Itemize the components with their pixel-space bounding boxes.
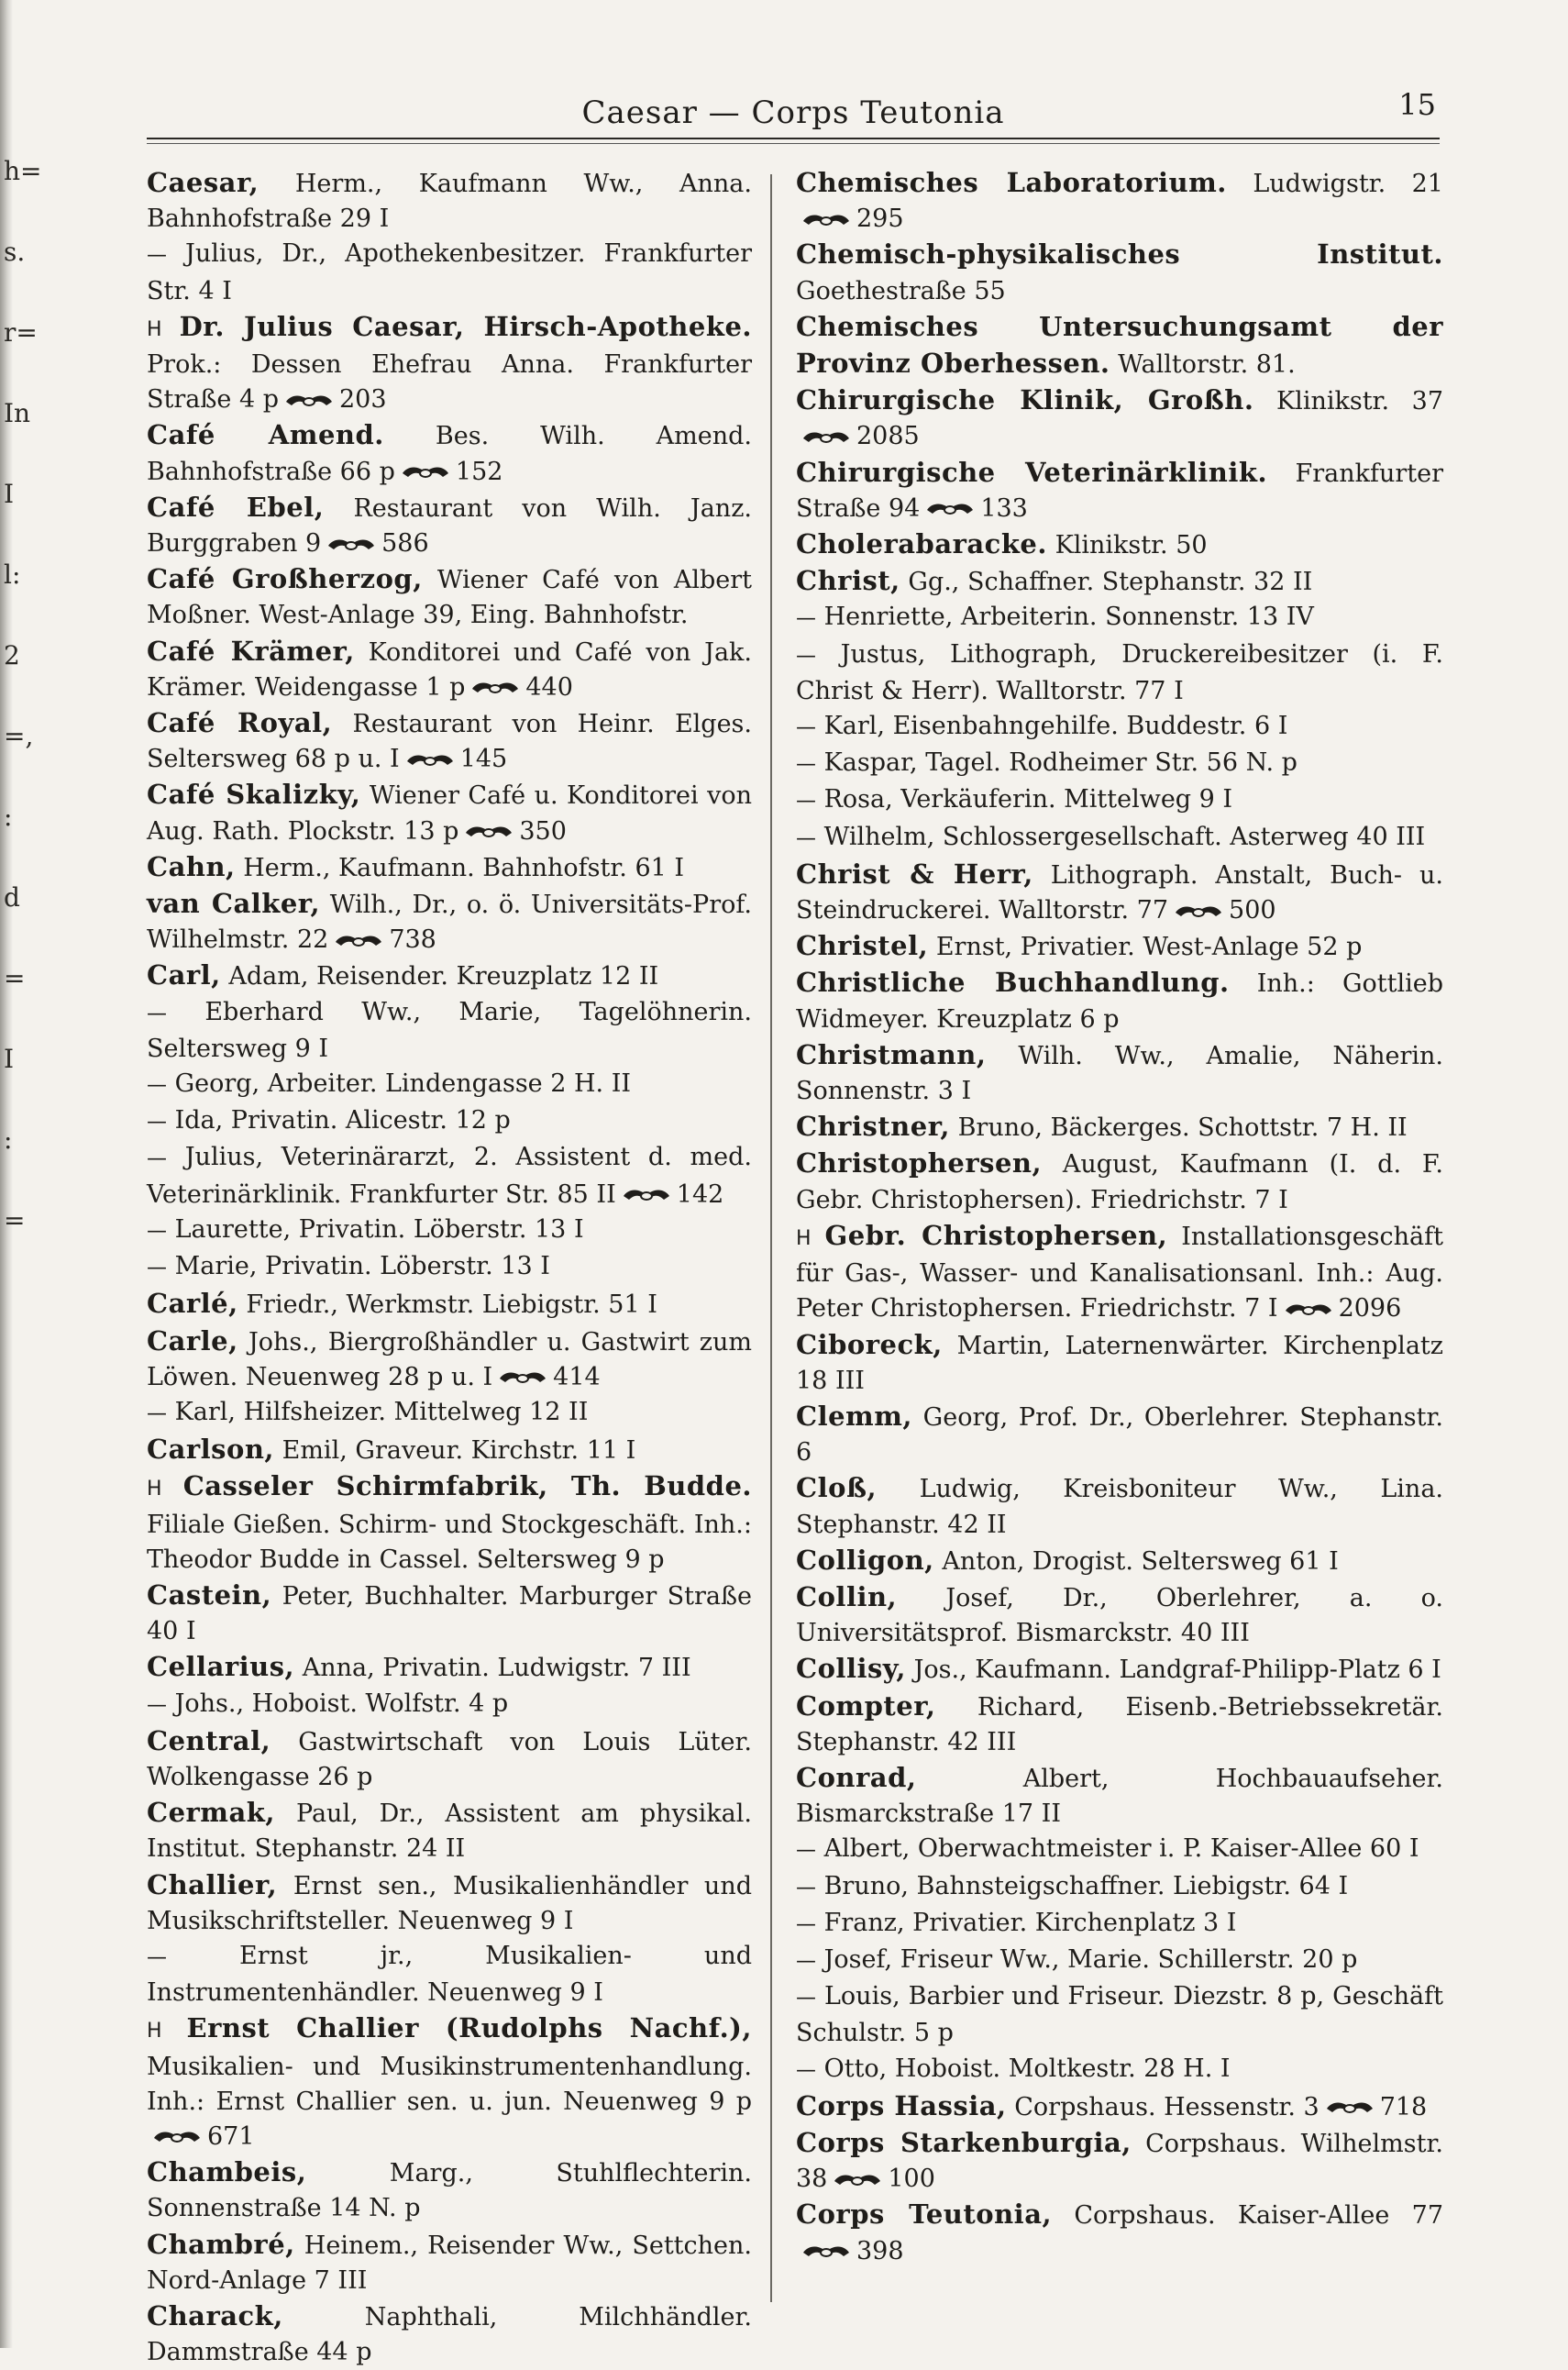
entry-name: Chirurgische Klinik, Großh. — [796, 384, 1254, 416]
entry-text: Wilh., Dr., o. ö. Universitäts-Prof. Wilhelmstr. 22 — [147, 891, 752, 955]
entry-text: Lithograph. Anstalt, Buch- u. Steindruckerei. Walltorstr. 77 — [796, 860, 1443, 925]
entry-text: Otto, Hoboist. Moltkestr. 28 H. I — [823, 2054, 1231, 2083]
entry-text: Ida, Privatin. Alicestr. 12 p — [174, 1106, 511, 1135]
entry-text: Laurette, Privatin. Löberstr. 13 I — [174, 1214, 584, 1244]
entry-name: Central, — [147, 1724, 271, 1756]
entry-prefix: — — [796, 753, 816, 777]
entry-prefix: — — [796, 1987, 816, 2010]
entry-text: Jos., Kaufmann. Landgraf-Philipp-Platz 6 I — [913, 1656, 1441, 1685]
directory-entry — [147, 1795, 752, 1866]
directory-entry — [796, 2052, 1443, 2088]
telephone-receiver-icon — [152, 2127, 202, 2147]
entry-text: Klinikstr. 37 — [1276, 387, 1443, 416]
margin-fragment: h= — [4, 156, 42, 186]
telephone-receiver-icon — [334, 931, 383, 951]
entry-text: Restaurant von Wilh. Janz. Burggraben 9 — [147, 493, 752, 559]
entry-name: Café Amend. — [147, 419, 384, 451]
directory-entry — [147, 1578, 752, 1649]
entry-text: Filiale Gießen. Schirm- und Stockgeschäft. Inh.: Theodor Budde in Cassel. Seltersweg 9 p — [147, 1510, 752, 1574]
directory-entry — [147, 1468, 752, 1578]
telephone-receiver-icon — [801, 427, 851, 448]
entry-text: Restaurant von Heinr. Elges. Seltersweg 68 p u. I — [147, 710, 752, 774]
directory-entry — [147, 417, 752, 489]
entry-prefix: — — [796, 826, 816, 850]
entry-name: Chemisches Untersuchungsamt der Provinz Oberhessen. — [796, 310, 1443, 380]
directory-entry — [796, 237, 1443, 308]
entry-prefix: — — [147, 1257, 167, 1280]
directory-entry — [147, 309, 752, 418]
entry-name: Cloß, — [796, 1472, 878, 1504]
directory-entry — [147, 490, 752, 561]
entry-text: Klinikstr. 50 — [1055, 531, 1208, 560]
telephone-receiver-icon — [801, 2242, 851, 2262]
margin-fragment: = — [4, 963, 26, 993]
directory-entry — [796, 637, 1443, 709]
entry-name: Chemisches Laboratorium. — [796, 167, 1227, 198]
entry-prefix: H — [147, 317, 162, 341]
column-divider — [770, 174, 772, 2302]
directory-entry — [147, 705, 752, 777]
telephone-receiver-icon — [1325, 2098, 1375, 2118]
entry-text: Adam, Reisender. Kreuzplatz 12 II — [228, 962, 659, 991]
entry-name: Corps Teutonia, — [796, 2198, 1053, 2231]
entry-name: Dr. Julius Caesar, Hirsch-Apotheke. — [179, 310, 752, 342]
phone-number: 671 — [207, 2121, 255, 2151]
directory-entry — [796, 1399, 1443, 1470]
entry-name: Ciboreck, — [796, 1328, 943, 1360]
telephone-receiver-icon — [326, 535, 376, 555]
entry-prefix: — — [147, 1147, 167, 1171]
directory-entry — [147, 2227, 752, 2298]
directory-entry — [796, 1869, 1443, 1906]
directory-entry — [796, 928, 1443, 965]
directory-entry — [796, 1470, 1443, 1542]
directory-entry — [147, 1286, 752, 1323]
directory-entry — [147, 2298, 752, 2370]
directory-entry — [796, 709, 1443, 746]
directory-entry — [147, 1213, 752, 1249]
directory-entry — [796, 2197, 1443, 2268]
directory-entry — [147, 849, 752, 886]
entry-name: Carlé, — [147, 1288, 238, 1320]
entry-name: Carle, — [147, 1324, 238, 1357]
directory-entry — [796, 2088, 1443, 2125]
margin-fragment: s. — [4, 237, 26, 267]
entry-name: Carlson, — [147, 1434, 275, 1466]
entry-text: Josef, Friseur Ww., Marie. Schillerstr. 20 p — [823, 1944, 1358, 1974]
margin-fragment: r= — [4, 317, 38, 348]
entry-name: Cellarius, — [147, 1651, 295, 1683]
entry-name: Collisy, — [796, 1653, 906, 1685]
entry-name: Christmann, — [796, 1038, 987, 1070]
margin-fragment: = — [4, 1205, 26, 1235]
directory-entry — [796, 1327, 1443, 1399]
phone-number: 2096 — [1338, 1294, 1402, 1323]
phone-number: 152 — [455, 457, 503, 486]
telephone-receiver-icon — [464, 822, 513, 842]
telephone-receiver-icon — [284, 391, 334, 411]
entry-name: Café Skalizky, — [147, 779, 361, 811]
entry-name: Chirurgische Veterinärklinik. — [796, 456, 1268, 488]
entry-prefix: — — [796, 716, 816, 740]
margin-fragment: l: — [4, 559, 21, 590]
entry-prefix: — — [147, 1219, 167, 1243]
entry-name: Christliche Buchhandlung. — [796, 967, 1230, 999]
directory-entry — [147, 1432, 752, 1468]
directory-entry — [147, 1867, 752, 1939]
directory-entry — [796, 1651, 1443, 1688]
entry-text: Ernst, Privatier. West-Anlage 52 p — [935, 933, 1363, 962]
entry-prefix: — — [796, 1949, 816, 1973]
entry-text: Anna, Privatin. Ludwigstr. 7 III — [302, 1654, 691, 1683]
directory-entry — [796, 1579, 1443, 1651]
phone-number: 100 — [888, 2165, 935, 2194]
entry-text: Wiener Café u. Konditorei von Aug. Rath. Plockstr. 13 p — [147, 781, 752, 846]
entry-text: Karl, Eisenbahngehilfe. Buddestr. 6 I — [823, 712, 1288, 741]
entry-name: Colligon, — [796, 1544, 934, 1576]
margin-fragment: : — [4, 1124, 13, 1155]
entry-text: Gg., Schaffner. Stephanstr. 32 II — [908, 568, 1313, 597]
telephone-receiver-icon — [401, 462, 450, 482]
entry-prefix: — — [796, 607, 816, 631]
entry-text: Eberhard Ww., Marie, Tagelöhnerin. Seltersweg 9 I — [147, 997, 752, 1063]
entry-text: Marie, Privatin. Löberstr. 13 I — [174, 1252, 550, 1281]
directory-entry — [147, 634, 752, 705]
entry-name: Collin, — [796, 1580, 898, 1612]
entry-prefix: — — [147, 1111, 167, 1135]
entry-name: Café Krämer, — [147, 635, 355, 667]
phone-number: 2085 — [856, 422, 920, 451]
directory-entry — [147, 1687, 752, 1723]
entry-text: Corpshaus. Hessenstr. 3 — [1014, 2092, 1320, 2121]
entry-prefix: — — [796, 790, 816, 814]
phone-number: 500 — [1229, 896, 1276, 925]
entry-prefix: H — [147, 2020, 162, 2043]
entry-name: Cermak, — [147, 1797, 275, 1829]
entry-name: Charack, — [147, 2299, 283, 2331]
entry-name: Chambré, — [147, 2228, 295, 2260]
directory-entry — [147, 1103, 752, 1140]
entry-text: Naphthali, Milchhändler. Dammstraße 44 p — [147, 2302, 752, 2367]
entry-text: Emil, Graveur. Kirchstr. 11 I — [282, 1436, 636, 1466]
entry-prefix: — — [796, 2058, 816, 2082]
phone-number: 718 — [1379, 2092, 1428, 2121]
entry-name: Christner, — [796, 1111, 950, 1143]
directory-entry — [147, 1249, 752, 1286]
directory-entry — [147, 165, 752, 237]
telephone-receiver-icon — [801, 210, 851, 230]
entry-name: Café Ebel, — [147, 491, 325, 523]
entry-name: Conrad, — [796, 1761, 917, 1793]
entry-text: Frankfurter Straße 94 — [796, 459, 1443, 523]
entry-text: Louis, Barbier und Friseur. Diezstr. 8 p, Geschäft Schulstr. 5 p — [796, 1982, 1443, 2048]
directory-entry — [796, 1543, 1443, 1579]
entry-text: Georg, Prof. Dr., Oberlehrer. Stephanstr. 6 — [796, 1402, 1443, 1467]
directory-entry — [796, 1906, 1443, 1943]
entry-text: Paul, Dr., Assistent am physikal. Institut. Stephanstr. 24 II — [147, 1800, 752, 1864]
entry-prefix: — — [147, 1693, 167, 1717]
running-head: Caesar — Corps Teutonia — [581, 94, 1005, 131]
binding-shadow — [0, 0, 13, 2348]
directory-entry — [796, 1832, 1443, 1868]
entry-prefix: — — [796, 1912, 816, 1936]
entry-text: Josef, Dr., Oberlehrer, a. o. Universitätsprof. Bismarckstr. 40 III — [796, 1583, 1443, 1648]
phone-number: 738 — [389, 925, 436, 955]
entry-text: Peter, Buchhalter. Marburger Straße 40 I — [147, 1581, 752, 1646]
entry-text: Henriette, Arbeiterin. Sonnenstr. 13 IV — [823, 603, 1314, 632]
entry-name: Christ, — [796, 565, 900, 597]
directory-entry — [147, 1395, 752, 1432]
entry-text: Kaspar, Tagel. Rodheimer Str. 56 N. p — [823, 748, 1297, 778]
phone-number: 586 — [381, 529, 429, 559]
directory-entry — [796, 563, 1443, 600]
entry-text: Herm., Kaufmann Ww., Anna. Bahnhofstraße 29 I — [147, 170, 752, 234]
margin-fragment: I — [4, 479, 15, 509]
left-column — [147, 165, 752, 2370]
phone-number: 133 — [980, 493, 1028, 523]
entry-text: Corpshaus. Wilhelmstr. 38 — [796, 2129, 1443, 2194]
entry-text: Ludwig, Kreisboniteur Ww., Lina. Stephanstr. 42 II — [796, 1475, 1444, 1539]
telephone-receiver-icon — [405, 750, 455, 770]
entry-text: Friedr., Werkmstr. Liebigstr. 51 I — [246, 1290, 657, 1320]
header-rule — [147, 138, 1440, 139]
entry-text: Wilh. Ww., Amalie, Näherin. Sonnenstr. 3 I — [796, 1041, 1443, 1106]
entry-name: van Calker, — [147, 888, 321, 920]
entry-text: August, Kaufmann (I. d. F. Gebr. Christophersen). Friedrichstr. 7 I — [796, 1150, 1443, 1214]
page-number: 15 — [1398, 87, 1436, 122]
entry-text: Marg., Stuhlflechterin. Sonnenstraße 14 N. p — [147, 2159, 752, 2223]
entry-name: Christophersen, — [796, 1147, 1043, 1179]
directory-entry — [147, 1140, 752, 1212]
entry-text: Prok.: Dessen Ehefrau Anna. Frankfurter Straße 4 p — [147, 350, 752, 415]
directory-entry — [147, 1067, 752, 1103]
page-header — [147, 87, 1440, 142]
entry-name: Challier, — [147, 1868, 278, 1900]
phone-number: 145 — [459, 745, 508, 774]
entry-name: Cholerabaracke. — [796, 528, 1047, 560]
entry-text: Ernst jr., Musikalien- und Instrumentenhändler. Neuenweg 9 I — [147, 1941, 752, 2008]
directory-entry — [796, 820, 1443, 857]
phone-number: 295 — [856, 205, 904, 234]
directory-entry — [796, 1037, 1443, 1109]
entry-name: Compter, — [796, 1689, 936, 1722]
telephone-receiver-icon — [622, 1185, 671, 1205]
entry-name: Gebr. Christophersen, — [824, 1219, 1168, 1251]
entry-text: Herm., Kaufmann. Bahnhofstr. 61 I — [243, 853, 685, 882]
directory-entry — [796, 965, 1443, 1036]
entry-name: Corps Starkenburgia, — [796, 2126, 1132, 2158]
entry-text: Bruno, Bahnsteigschaffner. Liebigstr. 64 I — [823, 1871, 1349, 1900]
entry-text: Julius, Veterinärarzt, 2. Assistent d. med. Veterinärklinik. Frankfurter Str. 85 II — [147, 1143, 752, 1209]
entry-text: Inh.: Gottlieb Widmeyer. Kreuzplatz 6 p — [796, 969, 1443, 1034]
entry-name: Clemm, — [796, 1400, 913, 1432]
directory-entry — [147, 958, 752, 994]
directory-entry — [796, 1689, 1443, 1760]
directory-entry — [147, 777, 752, 848]
entry-name: Café Royal, — [147, 707, 333, 739]
telephone-receiver-icon — [498, 1368, 547, 1388]
entry-text: Bes. Wilh. Amend. Bahnhofstraße 66 p — [147, 422, 752, 486]
entry-prefix: — — [147, 244, 167, 268]
margin-fragment: In — [4, 398, 31, 428]
phone-number: 414 — [553, 1362, 601, 1391]
entry-prefix: — — [796, 1839, 816, 1863]
directory-entry — [796, 526, 1443, 563]
directory-entry — [147, 237, 752, 308]
directory-entry — [796, 1218, 1443, 1327]
entry-text: Georg, Arbeiter. Lindengasse 2 H. II — [174, 1069, 632, 1099]
entry-name: Cahn, — [147, 850, 236, 882]
entry-text: Justus, Lithograph, Druckereibesitzer (i. F. Christ & Herr). Walltorstr. 77 I — [796, 639, 1443, 705]
entry-text: Rosa, Verkäuferin. Mittelweg 9 I — [823, 785, 1233, 814]
entry-name: Chemisch-physikalisches Institut. — [796, 238, 1443, 271]
telephone-receiver-icon — [925, 499, 975, 519]
directory-entry — [796, 746, 1443, 782]
directory-entry — [147, 2010, 752, 2154]
directory-entry — [796, 1146, 1443, 1217]
entry-text: Albert, Oberwachtmeister i. P. Kaiser-Allee 60 I — [823, 1834, 1419, 1864]
directory-entry — [796, 2125, 1443, 2197]
entry-prefix: — — [147, 1945, 167, 1969]
directory-entry — [147, 2154, 752, 2226]
entry-text: Johs., Hoboist. Wolfstr. 4 p — [174, 1689, 509, 1718]
directory-entry — [147, 1939, 752, 2010]
directory-entry — [147, 1649, 752, 1686]
directory-entry — [147, 561, 752, 633]
entry-name: Castein, — [147, 1578, 272, 1611]
entry-prefix: H — [147, 1478, 162, 1501]
directory-entry — [147, 995, 752, 1067]
phone-number: 350 — [519, 816, 567, 846]
directory-entry — [147, 886, 752, 958]
entry-text: Martin, Laternenwärter. Kirchenplatz 18 III — [796, 1331, 1443, 1395]
margin-fragment: d — [4, 882, 20, 913]
entry-text: Ludwigstr. 21 — [1253, 170, 1443, 198]
directory-entry — [796, 782, 1443, 819]
telephone-receiver-icon — [833, 2170, 882, 2190]
entry-text: Wiener Café von Albert Moßner. West-Anlage 39, Eing. Bahnhofstr. — [147, 566, 752, 630]
entry-text: Karl, Hilfsheizer. Mittelweg 12 II — [174, 1397, 589, 1426]
entry-text: Musikalien- und Musikinstrumentenhandlung. Inh.: Ernst Challier sen. u. jun. Neuenweg 9 p — [147, 2052, 752, 2116]
entry-text: Richard, Eisenb.-Betriebssekretär. Stephanstr. 42 III — [796, 1692, 1443, 1756]
entry-text: Goethestraße 55 — [796, 276, 1006, 305]
entry-text: Julius, Dr., Apothekenbesitzer. Frankfurter Str. 4 I — [147, 239, 752, 305]
phone-number: 440 — [525, 672, 573, 702]
directory-entry — [796, 857, 1443, 928]
directory-entry — [796, 309, 1443, 382]
entry-text: Corpshaus. Kaiser-Allee 77 — [1074, 2201, 1443, 2231]
header-rule-thin — [147, 143, 1440, 144]
phone-number: 398 — [856, 2236, 904, 2265]
entry-text: Franz, Privatier. Kirchenplatz 3 I — [823, 1908, 1237, 1937]
entry-name: Christ & Herr, — [796, 858, 1033, 890]
entry-name: Casseler Schirmfabrik, Th. Budde. — [182, 1470, 752, 1502]
directory-entry — [796, 382, 1443, 454]
directory-entry — [796, 600, 1443, 637]
margin-fragment: : — [4, 802, 13, 832]
directory-entry — [796, 1109, 1443, 1146]
entry-prefix: — — [147, 1074, 167, 1098]
entry-name: Corps Hassia, — [796, 2089, 1007, 2121]
directory-entry — [147, 1323, 752, 1395]
entry-text: Anton, Drogist. Seltersweg 61 I — [942, 1546, 1339, 1576]
entry-text: Ernst sen., Musikalienhändler und Musikschriftsteller. Neuenweg 9 I — [147, 1871, 752, 1935]
directory-entry — [796, 1979, 1443, 2051]
entry-name: Café Großherzog, — [147, 563, 423, 595]
entry-name: Chambeis, — [147, 2156, 307, 2188]
entry-prefix: — — [147, 1002, 167, 1025]
entry-text: Bruno, Bäckerges. Schottstr. 7 H. II — [957, 1113, 1408, 1143]
directory-entry — [796, 165, 1443, 237]
entry-text: Konditorei und Café von Jak. Krämer. Weidengasse 1 p — [147, 637, 752, 702]
telephone-receiver-icon — [470, 678, 520, 698]
entry-text: Installationsgeschäft für Gas-, Wasser- und Kanalisationsanl. Inh.: Aug. Peter Christophersen. Friedrichstr. 7 I — [796, 1222, 1443, 1323]
entry-text: Johs., Biergroßhändler u. Gastwirt zum Löwen. Neuenweg 28 p u. I — [147, 1327, 752, 1391]
entry-prefix: — — [147, 1401, 167, 1425]
entry-text: Heinem., Reisender Ww., Settchen. Nord-Anlage 7 III — [147, 2231, 752, 2295]
telephone-receiver-icon — [1174, 902, 1223, 922]
entry-text: Walltorstr. 81. — [1118, 350, 1296, 380]
entry-text: Albert, Hochbauaufseher. Bismarckstraße 17 II — [796, 1764, 1443, 1829]
telephone-receiver-icon — [1284, 1300, 1333, 1320]
directory-entry — [796, 1943, 1443, 1979]
right-column — [796, 165, 1443, 2269]
entry-prefix: — — [796, 644, 816, 668]
phone-number: 142 — [676, 1179, 724, 1209]
entry-text: Gastwirtschaft von Louis Lüter. Wolkengasse 26 p — [147, 1727, 752, 1791]
directory-entry — [796, 1760, 1443, 1832]
margin-fragment: 2 — [4, 640, 20, 670]
directory-entry — [796, 455, 1443, 526]
directory-entry — [147, 1723, 752, 1795]
entry-prefix: H — [796, 1226, 812, 1250]
margin-fragment: =, — [4, 721, 34, 751]
entry-name: Caesar, — [147, 167, 259, 198]
entry-name: Christel, — [796, 930, 929, 962]
phone-number: 203 — [339, 385, 387, 415]
entry-prefix: — — [796, 1876, 816, 1899]
entry-text: Wilhelm, Schlossergesellschaft. Asterweg 40 III — [823, 822, 1426, 851]
margin-fragment: I — [4, 1044, 15, 1074]
entry-name: Carl, — [147, 959, 221, 991]
entry-name: Ernst Challier (Rudolphs Nachf.), — [186, 2012, 752, 2044]
